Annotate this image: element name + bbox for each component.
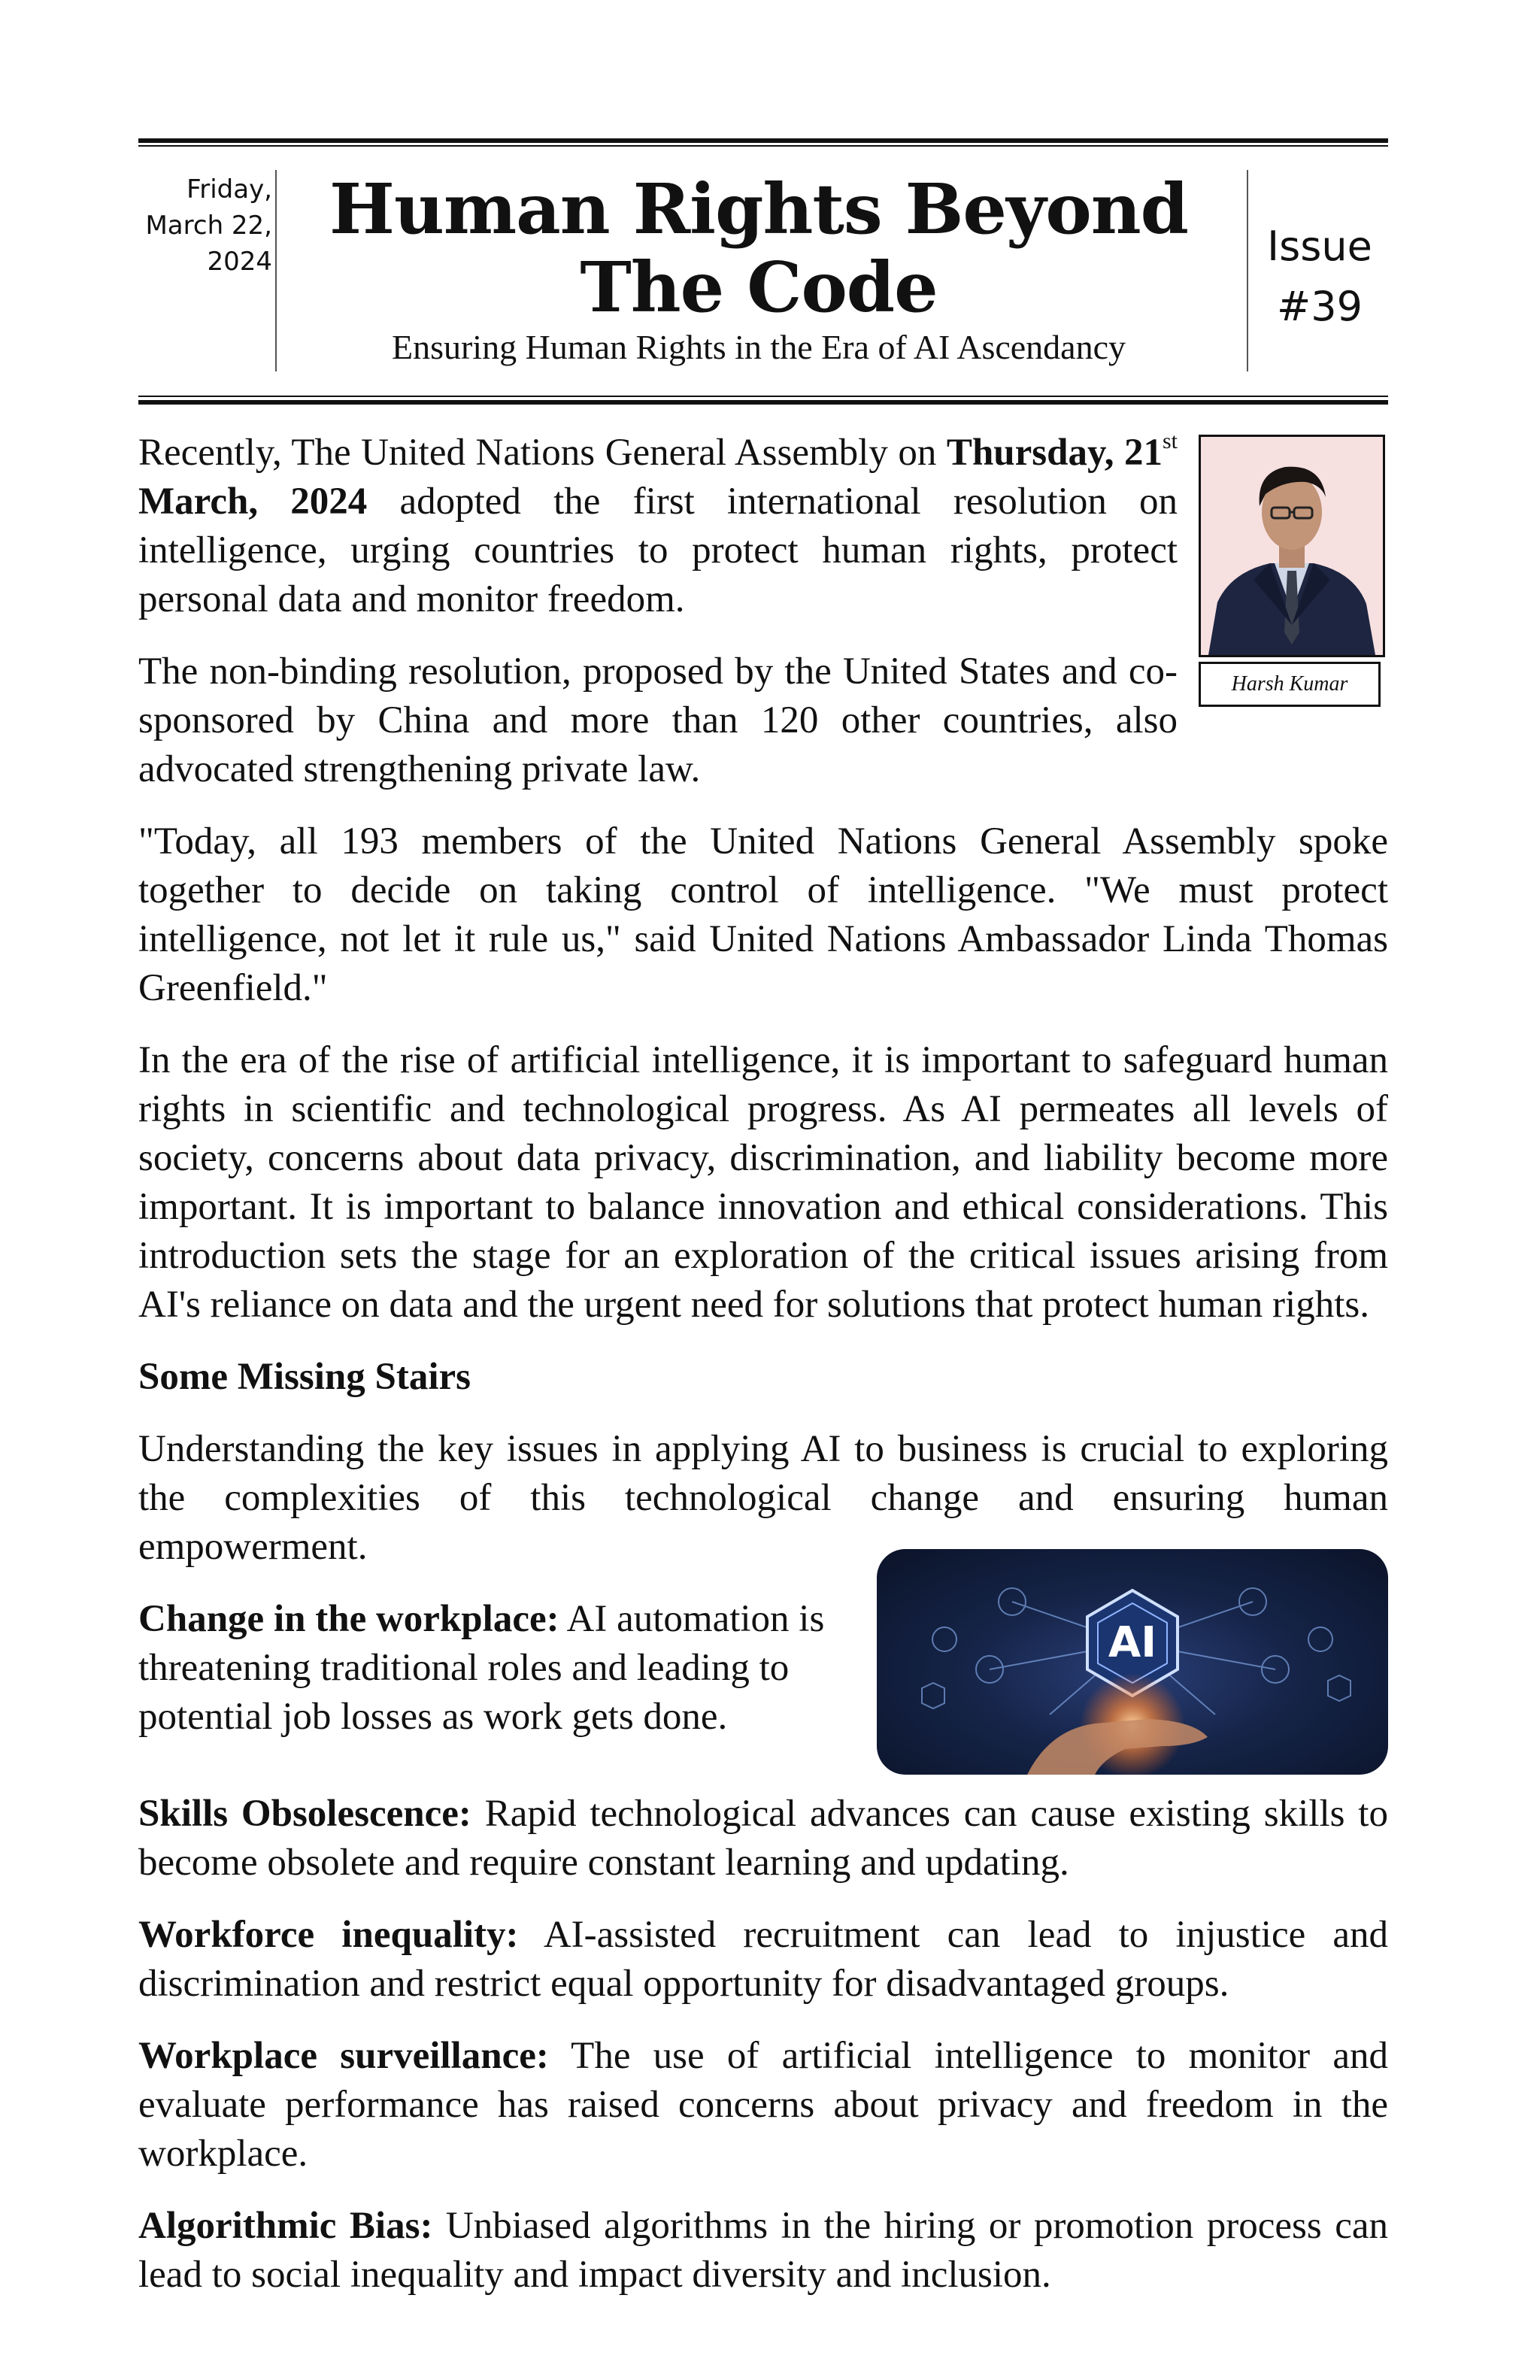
masthead-divider-right — [1247, 170, 1248, 371]
intro-text-start: Recently, The United Nations General Assembly on — [138, 432, 947, 474]
masthead-bottom-rule-thin — [138, 396, 1388, 397]
ai-hand-icon — [877, 1549, 1388, 1775]
ai-badge-text: AI — [1108, 1618, 1157, 1667]
issue-label: Issue — [1267, 223, 1372, 270]
issue-value: #39 — [1277, 283, 1363, 330]
masthead-divider-left — [275, 170, 277, 371]
date-day: Friday, — [186, 174, 272, 205]
page-subtitle: Ensuring Human Rights in the Era of AI Ascendancy — [391, 328, 1126, 366]
item-text: Unbiased algorithms in the hiring or promotion process can lead to social inequality and impact diversity and inclusion. — [138, 2205, 1388, 2296]
ai-illustration — [877, 1549, 1388, 1775]
item-workplace-surveillance — [138, 2032, 1388, 2178]
author-photo — [1199, 435, 1385, 657]
paragraph-context: In the era of the rise of artificial intelligence, it is important to safeguard human rights in scientific and technological progress. As AI permeates all levels of society, concerns about data privacy, discrimination, and liability become more important. It is important to balance innovation and ethical considerations. This introduction sets the stage for an exploration of the critical issues arising from AI's reliance on data and the urgent need for solutions that protect human rights. — [138, 1039, 1388, 1326]
date-month: March 22, — [145, 211, 272, 241]
masthead-bottom-rule — [138, 400, 1388, 405]
date-year: 2024 — [207, 247, 272, 277]
title-line-2: The Code — [580, 247, 938, 328]
item-text: The use of artificial intelligence to monitor and evaluate performance has raised concerns about privacy and freedom in the workplace. — [138, 2035, 1388, 2175]
item-term: Workplace surveillance: — [138, 2035, 549, 2077]
intro-date-bold-rest: March, 2024 — [138, 481, 368, 523]
intro-date-suffix: st — [1163, 429, 1178, 453]
intro-date-bold: Thursday, 21 — [946, 432, 1163, 474]
page-title — [311, 170, 1206, 326]
author-name: Harsh Kumar — [1199, 662, 1381, 707]
issue-number — [1251, 217, 1388, 337]
item-term: Skills Obsolescence: — [138, 1793, 471, 1835]
issue-date — [138, 171, 272, 367]
item-text: AI-assisted recruitment can lead to injustice and discrimination and restrict equal opportunity for disadvantaged groups. — [138, 1914, 1388, 2005]
item-term: Algorithmic Bias: — [138, 2205, 433, 2247]
item-text: Rapid technological advances can cause existing skills to become obsolete and require constant learning and updating. — [138, 1793, 1388, 1884]
item-algorithmic-bias — [138, 2202, 1388, 2300]
paragraph-resolution: The non-binding resolution, proposed by the United States and co-sponsored by China and more than 120 other countries, also advocated strengthening private law. — [138, 650, 1178, 790]
intro-text-end: adopted the first international resolution on intelligence, urging countries to protect human rights, protect personal data and monitor freedom. — [138, 481, 1178, 620]
item-text: AI automation is threatening traditional roles and leading to potential job losses as work gets done. — [138, 1598, 825, 1738]
masthead-top-rule — [138, 138, 1388, 143]
paragraph-section-intro: Understanding the key issues in applying AI to business is crucial to exploring the complexities of this technological change and ensuring human empowerment. — [138, 1428, 1388, 1568]
person-portrait-icon — [1201, 437, 1383, 655]
masthead-top-rule-thin — [138, 145, 1388, 147]
item-workforce-inequality — [138, 1911, 1388, 2009]
section-heading: Some Missing Stairs — [138, 1356, 471, 1398]
paragraph-quote: "Today, all 193 members of the United Nations General Assembly spoke together to decide on taking control of intelligence. "We must protect intelligence, not let it rule us," said United Nations Ambassador Linda Thomas Greenfield." — [138, 820, 1388, 1009]
article-body — [138, 429, 1388, 2300]
item-skills-obsolescence — [138, 1790, 1388, 1887]
item-term: Change in the workplace: — [138, 1598, 559, 1640]
item-term: Workforce inequality: — [138, 1914, 519, 1956]
title-line-1: Human Rights Beyond — [329, 168, 1188, 250]
author-box — [1199, 435, 1388, 707]
masthead — [138, 147, 1388, 396]
